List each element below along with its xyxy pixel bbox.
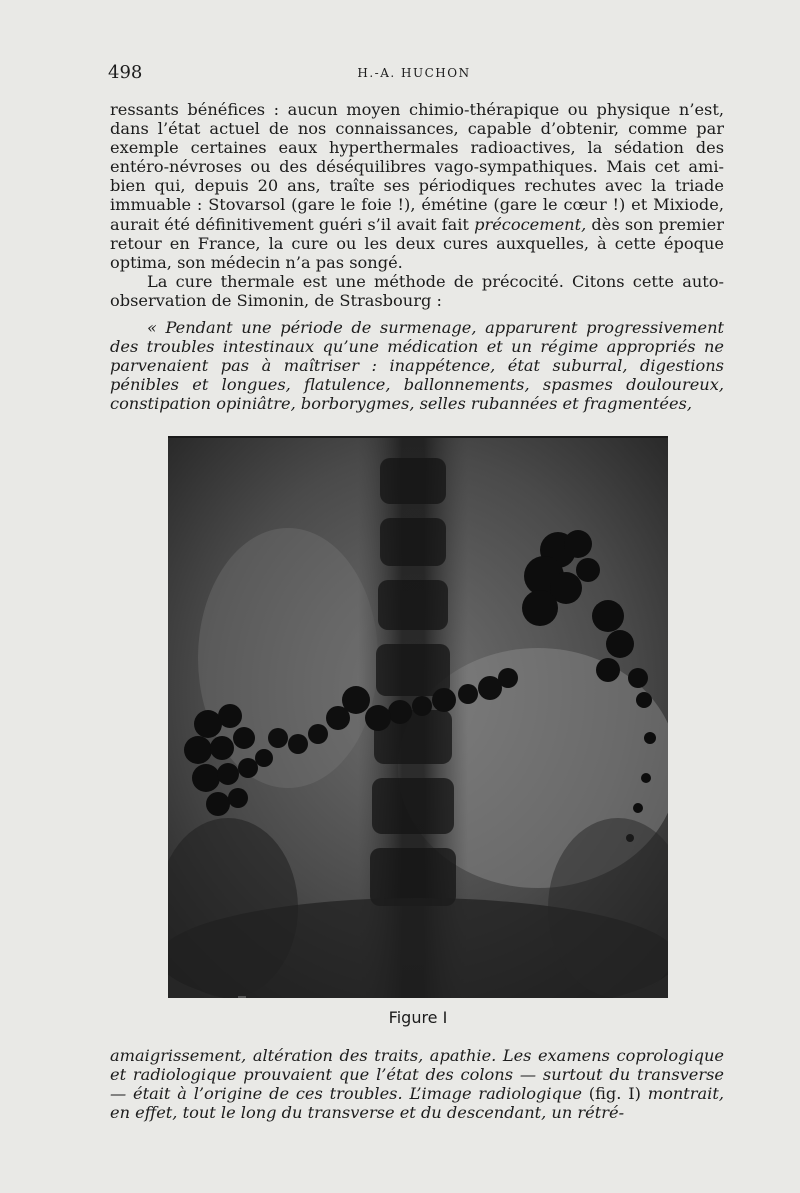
paragraph: La cure thermale est une méthode de précocité. Citons cette auto-observation de Simonin, de Strasbourg :	[110, 271, 724, 310]
paragraph-text-end: dès son premier retour en France, la cure ou les deux cures auxquelles, à cette époque optima, son médecin n’a pas songé.	[110, 214, 724, 272]
paragraph-text: ressants bénéfices : aucun moyen chimio-thérapique ou physique n’est, dans l’état actuel de nos connaissances, capable d’obtenir, comme par exemple certaines eaux hyperthermales radioactives, la sédation des entéro-névroses ou des déséquilibres vago-sympathiques. Mais cet ami-bien qui, depuis 20 ans, traîte ses périodiques rechutes avec la triade immuable : Stovarsol (gare le foie !), émétine (gare le cœur !) et Mixiode, aurait été définitivement guéri s’il avait fait	[110, 100, 724, 234]
radiograph-figure	[168, 436, 668, 998]
quotation-text-end: montrait, en effet, tout le long du transverse et du descendant, un rétré-	[110, 1084, 724, 1123]
quotation	[110, 318, 724, 413]
figure-caption: Figure I	[388, 1008, 448, 1027]
xray-image	[168, 438, 668, 998]
page-header	[108, 62, 720, 86]
emphasis-text: précocement,	[474, 214, 587, 234]
quotation-text: « Pendant une période de surmenage, apparurent progressivement des troubles intestinaux qu’une médication et un régime appropriés ne parvenaient pas à maîtriser : inappétence, état suburral, digestions pénibles et longues, flatulence, ballonnements, spasmes douloureux, constipation opiniâtre, borborygmes, selles rubannées et fragmentées,	[110, 318, 724, 414]
page-number: 498	[108, 62, 143, 83]
quotation-continued	[110, 1046, 724, 1122]
figure-reference: (fig. I)	[581, 1084, 648, 1104]
body-text-top	[110, 100, 724, 310]
paragraph-continued	[110, 100, 724, 272]
mark	[238, 996, 246, 998]
quotation-text	[110, 1046, 724, 1122]
quotation-text-italic: amaigrissement, altération des traits, apathie. Les examens coprologique et radiologique prouvaient que l’état des colons — surtout du transverse — était à l’origine de ces troubles. L’image radiologique	[110, 1046, 724, 1104]
running-head: H.-A. HUCHON	[357, 66, 471, 80]
